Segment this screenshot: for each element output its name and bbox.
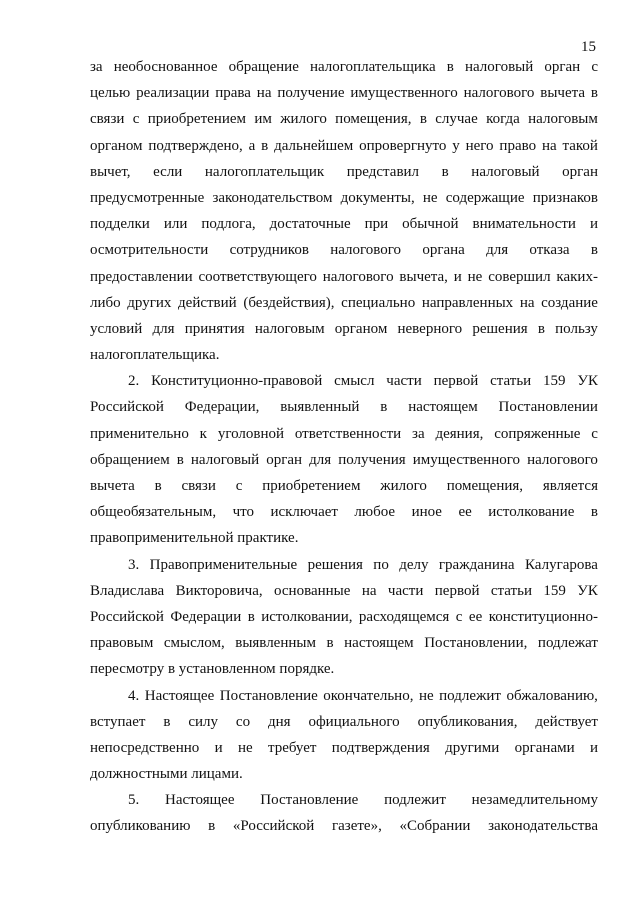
text-line: вычет, если налогоплательщик представил в налоговый орган: [90, 163, 598, 180]
text-line: подделки или подлога, достаточные при обычной внимательности и: [90, 216, 598, 233]
text-line: связи с приобретением им жилого помещения, в случае когда налоговым: [90, 111, 598, 128]
text-line: вступает в силу со дня официального опубликования, действует: [90, 713, 598, 730]
text-line: непосредственно и не требует подтверждения другими органами и: [90, 739, 598, 756]
text-line: предоставлении соответствующего налогового вычета, и не совершил каких-: [90, 268, 598, 285]
text-line: условий для принятия налоговым органом неверного решения в пользу: [90, 320, 598, 337]
text-line: правовым смыслом, выявленным в настоящем Постановлении, подлежат: [90, 635, 598, 652]
text-line: 5. Настоящее Постановление подлежит незамедлительному: [128, 792, 598, 809]
page-number: 15: [581, 39, 596, 55]
text-line: предусмотренные законодательством документы, не содержащие признаков: [90, 189, 598, 206]
text-line: применительно к уголовной ответственности за деяния, сопряженные с: [90, 425, 598, 442]
text-line: Владислава Викторовича, основанные на части первой статьи 159 УК: [90, 582, 598, 599]
text-line: правоприменительной практике.: [90, 530, 299, 547]
text-line: должностными лицами.: [90, 766, 243, 783]
text-line: обращением в налоговый орган для получения имущественного налогового: [90, 451, 598, 468]
text-line: налогоплательщика.: [90, 347, 220, 364]
text-line: Российской Федерации в истолковании, расходящемся с ее конституционно-: [90, 608, 598, 625]
text-line: пересмотру в установленном порядке.: [90, 661, 335, 678]
text-line: вычета в связи с приобретением жилого помещения, является: [90, 478, 598, 494]
text-line: органом подтверждено, а в дальнейшем опровергнуто у него право на такой: [90, 137, 598, 154]
text-line: опубликованию в «Российской газете», «Собрании законодательства: [90, 818, 598, 835]
text-line: общеобязательным, что исключает любое иное ее истолкование в: [90, 504, 598, 521]
text-line: либо других действий (бездействия), специально направленных на создание: [90, 294, 598, 311]
text-line: 4. Настоящее Постановление окончательно, не подлежит обжалованию,: [128, 687, 598, 704]
text-line: целью реализации права на получение имущественного налогового вычета в: [90, 85, 598, 102]
body-text: [90, 54, 598, 840]
text-line: Российской Федерации, выявленный в настоящем Постановлении: [90, 399, 598, 416]
text-line: за необоснованное обращение налогоплательщика в налоговый орган с: [90, 59, 598, 75]
text-line: 2. Конституционно-правовой смысл части первой статьи 159 УК: [128, 373, 598, 390]
text-line: осмотрительности сотрудников налогового органа для отказа в: [90, 242, 598, 259]
text-line: 3. Правоприменительные решения по делу гражданина Калугарова: [128, 556, 598, 573]
